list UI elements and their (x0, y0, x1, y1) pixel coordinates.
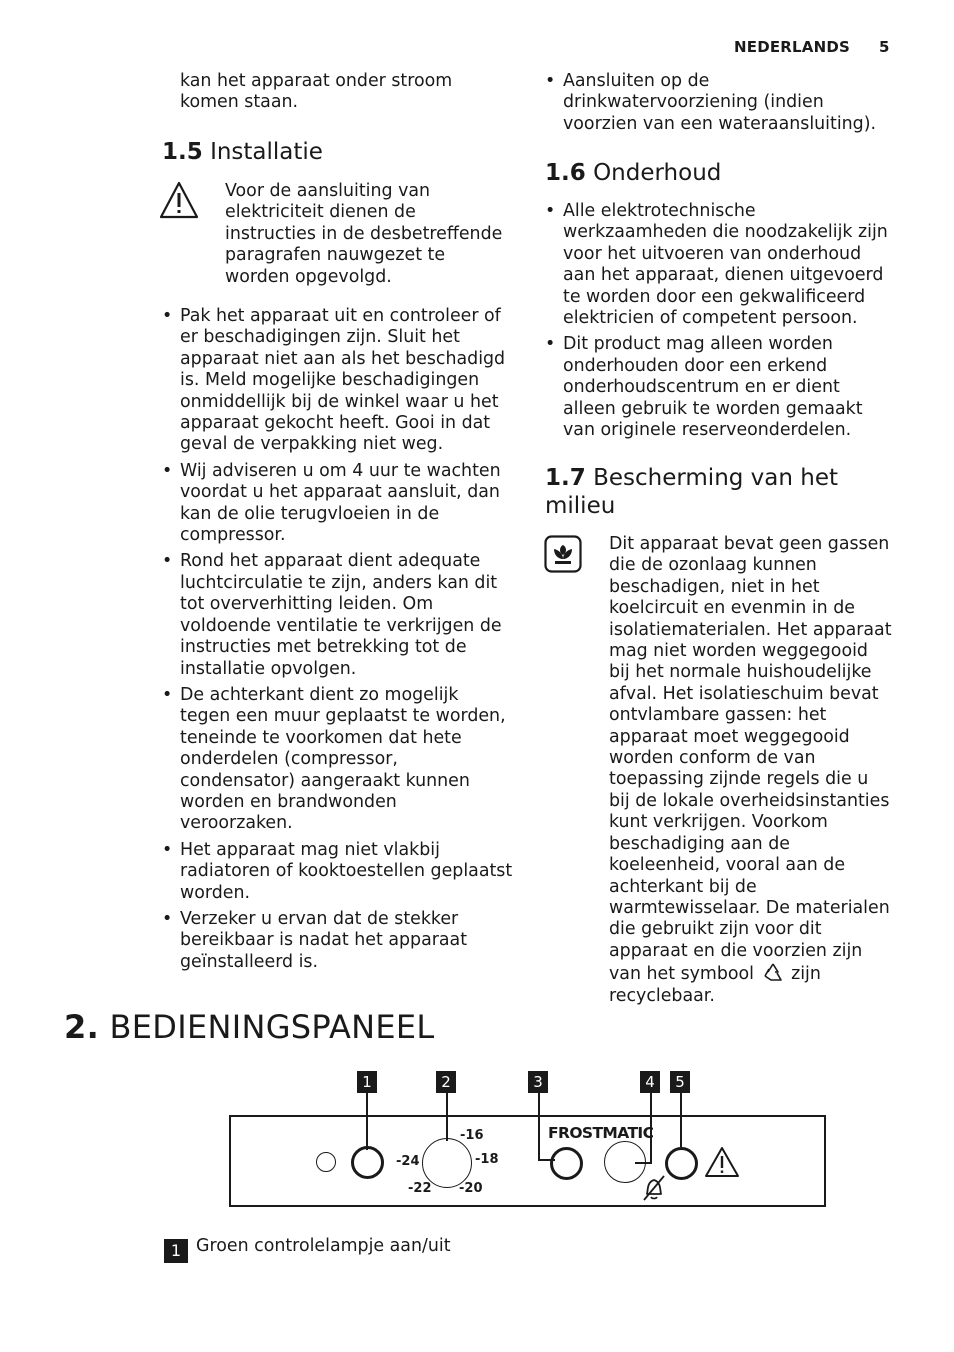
section-2-title (64, 1008, 435, 1046)
list-item: • Aansluiten op de drinkwatervoorziening (indien voorzien van een wateraansluiting). (545, 71, 890, 135)
callout-badge: 4 (640, 1071, 660, 1093)
list-item: • Alle elektrotechnische werkzaamheden die noodzakelijk zijn voor het uitvoeren van onderhoud aan het apparaat, dienen uitgevoerd te worden door een gekwalificeerd elektricien of competent persoon. (545, 201, 897, 329)
frostmatic-button[interactable] (604, 1141, 646, 1183)
section-1-5-heading (162, 138, 323, 166)
alarm-off-icon (641, 1174, 667, 1202)
callout-badge: 5 (670, 1071, 690, 1093)
recycle-icon (762, 962, 784, 982)
legend-badge: 1 (164, 1239, 188, 1263)
section-1-7-title: Bescherming van het milieu (545, 465, 839, 519)
list-item: • De achterkant dient zo mogelijk tegen een muur geplaatst te worden, teneinde te voorkomen dat hete onderdelen (compressor, condensator) aangeraakt kunnen worden en brandwonden veroorzaken. (162, 685, 514, 835)
frostmatic-label: FROSTMATIC (548, 1124, 654, 1142)
scale-label: -24 (396, 1154, 420, 1169)
list-item: • Rond het apparaat dient adequate luchtcirculatie te zijn, anders kan dit tot oververhitting leiden. Om voldoende ventilatie te verkrijgen de instructies met betrekking tot de installatie opvolgen. (162, 551, 514, 679)
right-top-bullets (545, 71, 890, 140)
frostmatic-indicator (550, 1147, 583, 1180)
section-1-5-title: Installatie (210, 139, 323, 165)
scale-label: -22 (408, 1181, 432, 1196)
legend-label: Groen controlelampje aan/uit (196, 1236, 451, 1256)
callout-badge: 2 (436, 1071, 456, 1093)
section-1-6-heading (545, 159, 721, 187)
installation-warning-note: Voor de aansluiting van elektriciteit dienen de instructies in de desbetreffende paragrafen nauwgezet te worden opgevolgd. (225, 181, 503, 287)
environment-note-text: Dit apparaat bevat geen gassen die de ozonlaag kunnen beschadigen, niet in het koelcircuit en evenmin in de isolatiematerialen. Het apparaat mag niet worden weggegooid bij het normale huishoudelijke afval. Het isolatieschuim bevat ontvlambare gassen: het apparaat moet weggegooid worden conform de van toepassing zijnde regels die u bij de lokale overheidsinstanties kunt verkrijgen. Voorkom beschadiging aan de koeleenheid, vooral aan de achterkant bij de warmtewisselaar. De materialen die gebruikt zijn voor dit apparaat en die voorzien zijn van het symbool (609, 534, 892, 985)
header-language: NEDERLANDS (734, 38, 851, 56)
scale-label: -20 (459, 1181, 483, 1196)
installation-bullets (162, 306, 514, 978)
page-number: 5 (879, 38, 890, 56)
callout-line (446, 1093, 448, 1141)
environment-note (609, 534, 894, 1007)
list-item: • Verzeker u ervan dat de stekker bereikbaar is nadat het apparaat geïnstalleerd is. (162, 909, 514, 973)
scale-label: -16 (460, 1128, 484, 1143)
alarm-reset-button[interactable] (665, 1147, 698, 1180)
callout-line (366, 1093, 368, 1150)
warning-triangle-icon (704, 1146, 740, 1178)
section-2-number: 2. (64, 1008, 100, 1046)
power-lamp-icon (316, 1152, 336, 1172)
callout-badge: 1 (357, 1071, 377, 1093)
list-item: • Dit product mag alleen worden onderhouden door een erkend onderhoudscentrum en er dient alleen gebruik te worden gemaakt van originele reserveonderdelen. (545, 334, 897, 441)
callout-line (680, 1093, 682, 1147)
section-1-7-number: 1.7 (545, 465, 586, 491)
callout-line (538, 1093, 540, 1161)
power-switch-button[interactable] (351, 1146, 384, 1179)
continuation-text: kan het apparaat onder stroom komen staan. (180, 71, 453, 113)
warning-triangle-icon (158, 180, 200, 220)
environment-note-tail: zijn recyclebaar. (609, 964, 821, 1006)
section-1-6-title: Onderhoud (593, 160, 722, 186)
section-1-7-heading (545, 464, 865, 520)
section-1-6-number: 1.6 (545, 160, 586, 186)
list-item: • Pak het apparaat uit en controleer of er beschadigingen zijn. Sluit het apparaat niet aan als het beschadigd is. Meld mogelijke beschadigingen onmiddellijk bij de winkel waar u het apparaat gekocht heeft. Gooi in dat geval de verpakking niet weg. (162, 306, 514, 456)
scale-label: -18 (475, 1152, 499, 1167)
section-1-5-number: 1.5 (162, 139, 203, 165)
maintenance-bullets (545, 201, 897, 446)
environment-flower-icon (544, 535, 582, 573)
list-item: • Het apparaat mag niet vlakbij radiatoren of kooktoestellen geplaatst worden. (162, 840, 514, 904)
section-2-title-text: BEDIENINGSPANEEL (109, 1008, 435, 1046)
list-item: • Wij adviseren u om 4 uur te wachten voordat u het apparaat aansluit, dan kan de olie terugvloeien in de compressor. (162, 461, 514, 547)
callout-badge: 3 (528, 1071, 548, 1093)
